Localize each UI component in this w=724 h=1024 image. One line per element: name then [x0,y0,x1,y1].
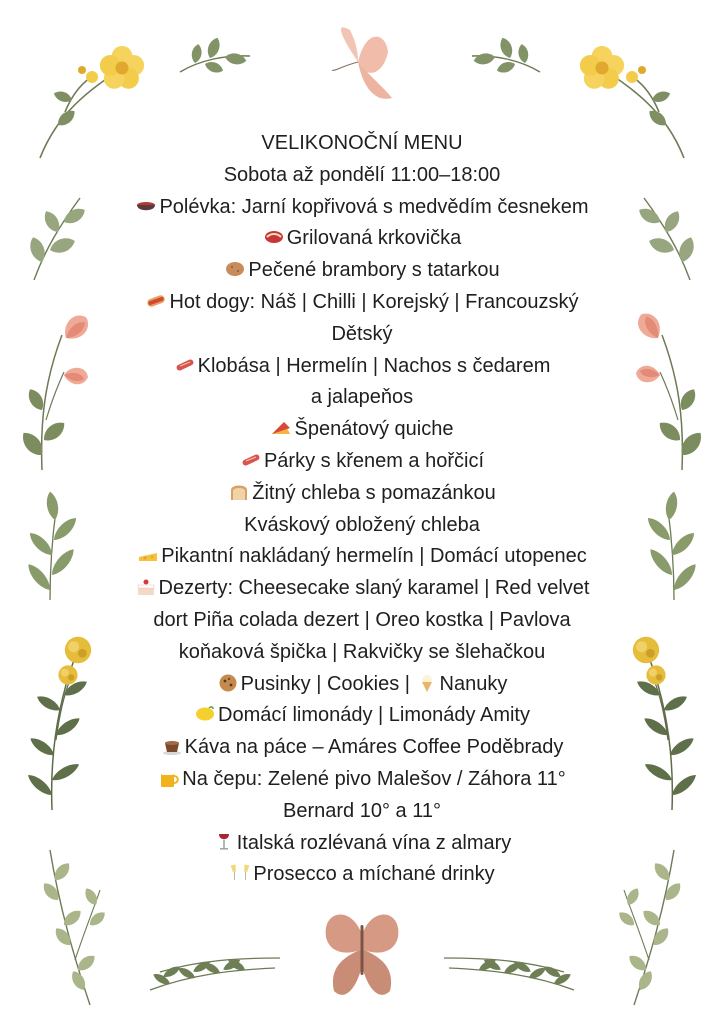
menu-line-text: Žitný chleba s pomazánkou [252,481,496,504]
menu-line-text: Párky s křenem a hořčicí [263,449,485,472]
menu-line-text: Pečené brambory s tatarkou [248,259,500,282]
butterfly-bottom [326,915,399,995]
menu-line-text: Na čepu: Zelené pivo Malešov / Záhora 11° [182,767,566,790]
menu-line-text: Grilovaná krkovička [286,227,462,250]
menu-line [50,382,674,414]
menu-line [50,541,674,573]
menu-line-text: dort Piña colada dezert | Oreo kostka | Pavlova [153,608,571,631]
menu-line-text: Kváskový obložený chleba [244,513,480,536]
menu-line-text: Polévka: Jarní kopřivová s medvědím česnekem [159,195,589,218]
champagne-glasses-icon [229,863,251,883]
menu-line-text: Pusinky | Cookies | [240,672,416,695]
menu-line [50,732,674,764]
cake-icon [135,577,157,597]
cheese-icon [137,545,159,565]
menu-line-text: Káva na páce – Amáres Coffee Poděbrady [184,736,564,759]
wine-glass-icon [213,832,235,852]
menu-line [50,669,674,701]
menu-line [50,287,674,319]
grilled-meat-icon [263,227,285,247]
menu-line-text: Špenátový quiche [294,418,454,441]
menu-line [50,414,674,446]
menu-line [50,192,674,224]
menu-line [50,828,674,860]
soup-bowl-icon [135,196,157,216]
menu-line-text: Hot dogy: Náš | Chilli | Korejský | Francouzský [169,290,579,313]
menu-line [50,478,674,510]
opening-hours: Sobota až pondělí 11:00–18:00 [223,163,501,186]
menu-line-text: Domácí limonády | Limonády Amity [218,704,530,727]
menu-line [50,223,674,255]
menu-line [50,637,674,669]
menu-line [50,510,674,542]
menu-line [50,605,674,637]
menu-line [50,796,674,828]
menu-items [50,192,674,892]
cookie-icon [217,673,239,693]
menu-line-text: a jalapeňos [310,386,414,409]
sausage-icon [174,355,196,375]
beer-mug-icon [158,768,180,788]
menu-line-text: Prosecco a míchané drinky [253,863,495,886]
menu-line-text: Italská rozlévaná vína z almary [236,831,512,854]
menu-line [50,859,674,891]
menu-line [50,255,674,287]
menu-line-text: Nanuky [439,672,508,695]
potato-icon [224,259,246,279]
lemon-icon [194,704,216,724]
menu-line-text: Klobása | Hermelín | Nachos s čedarem [197,354,551,377]
menu-title: VELIKONOČNÍ MENU [261,132,463,154]
menu-line [50,700,674,732]
menu-line-text: Dětský [331,322,393,345]
menu-line [50,764,674,796]
menu-line-text: Dezerty: Cheesecake slaný karamel | Red velvet [158,577,590,600]
menu-line [50,351,674,383]
bread-icon [228,482,250,502]
menu-line-text: koňaková špička | Rakvičky se šlehačkou [178,640,546,663]
ice-cream-icon [416,673,438,693]
hot-dog-icon [145,291,167,311]
menu-text [50,128,674,891]
menu-line [50,446,674,478]
menu-line [50,573,674,605]
menu-line [50,319,674,351]
coffee-cup-icon [161,736,183,756]
menu-line-text: Bernard 10° a 11° [283,799,441,822]
menu-line-text: Pikantní nakládaný hermelín | Domácí utopenec [161,545,587,568]
pie-slice-icon [270,418,292,438]
butterfly-top [332,27,392,98]
sausage-icon [240,450,262,470]
